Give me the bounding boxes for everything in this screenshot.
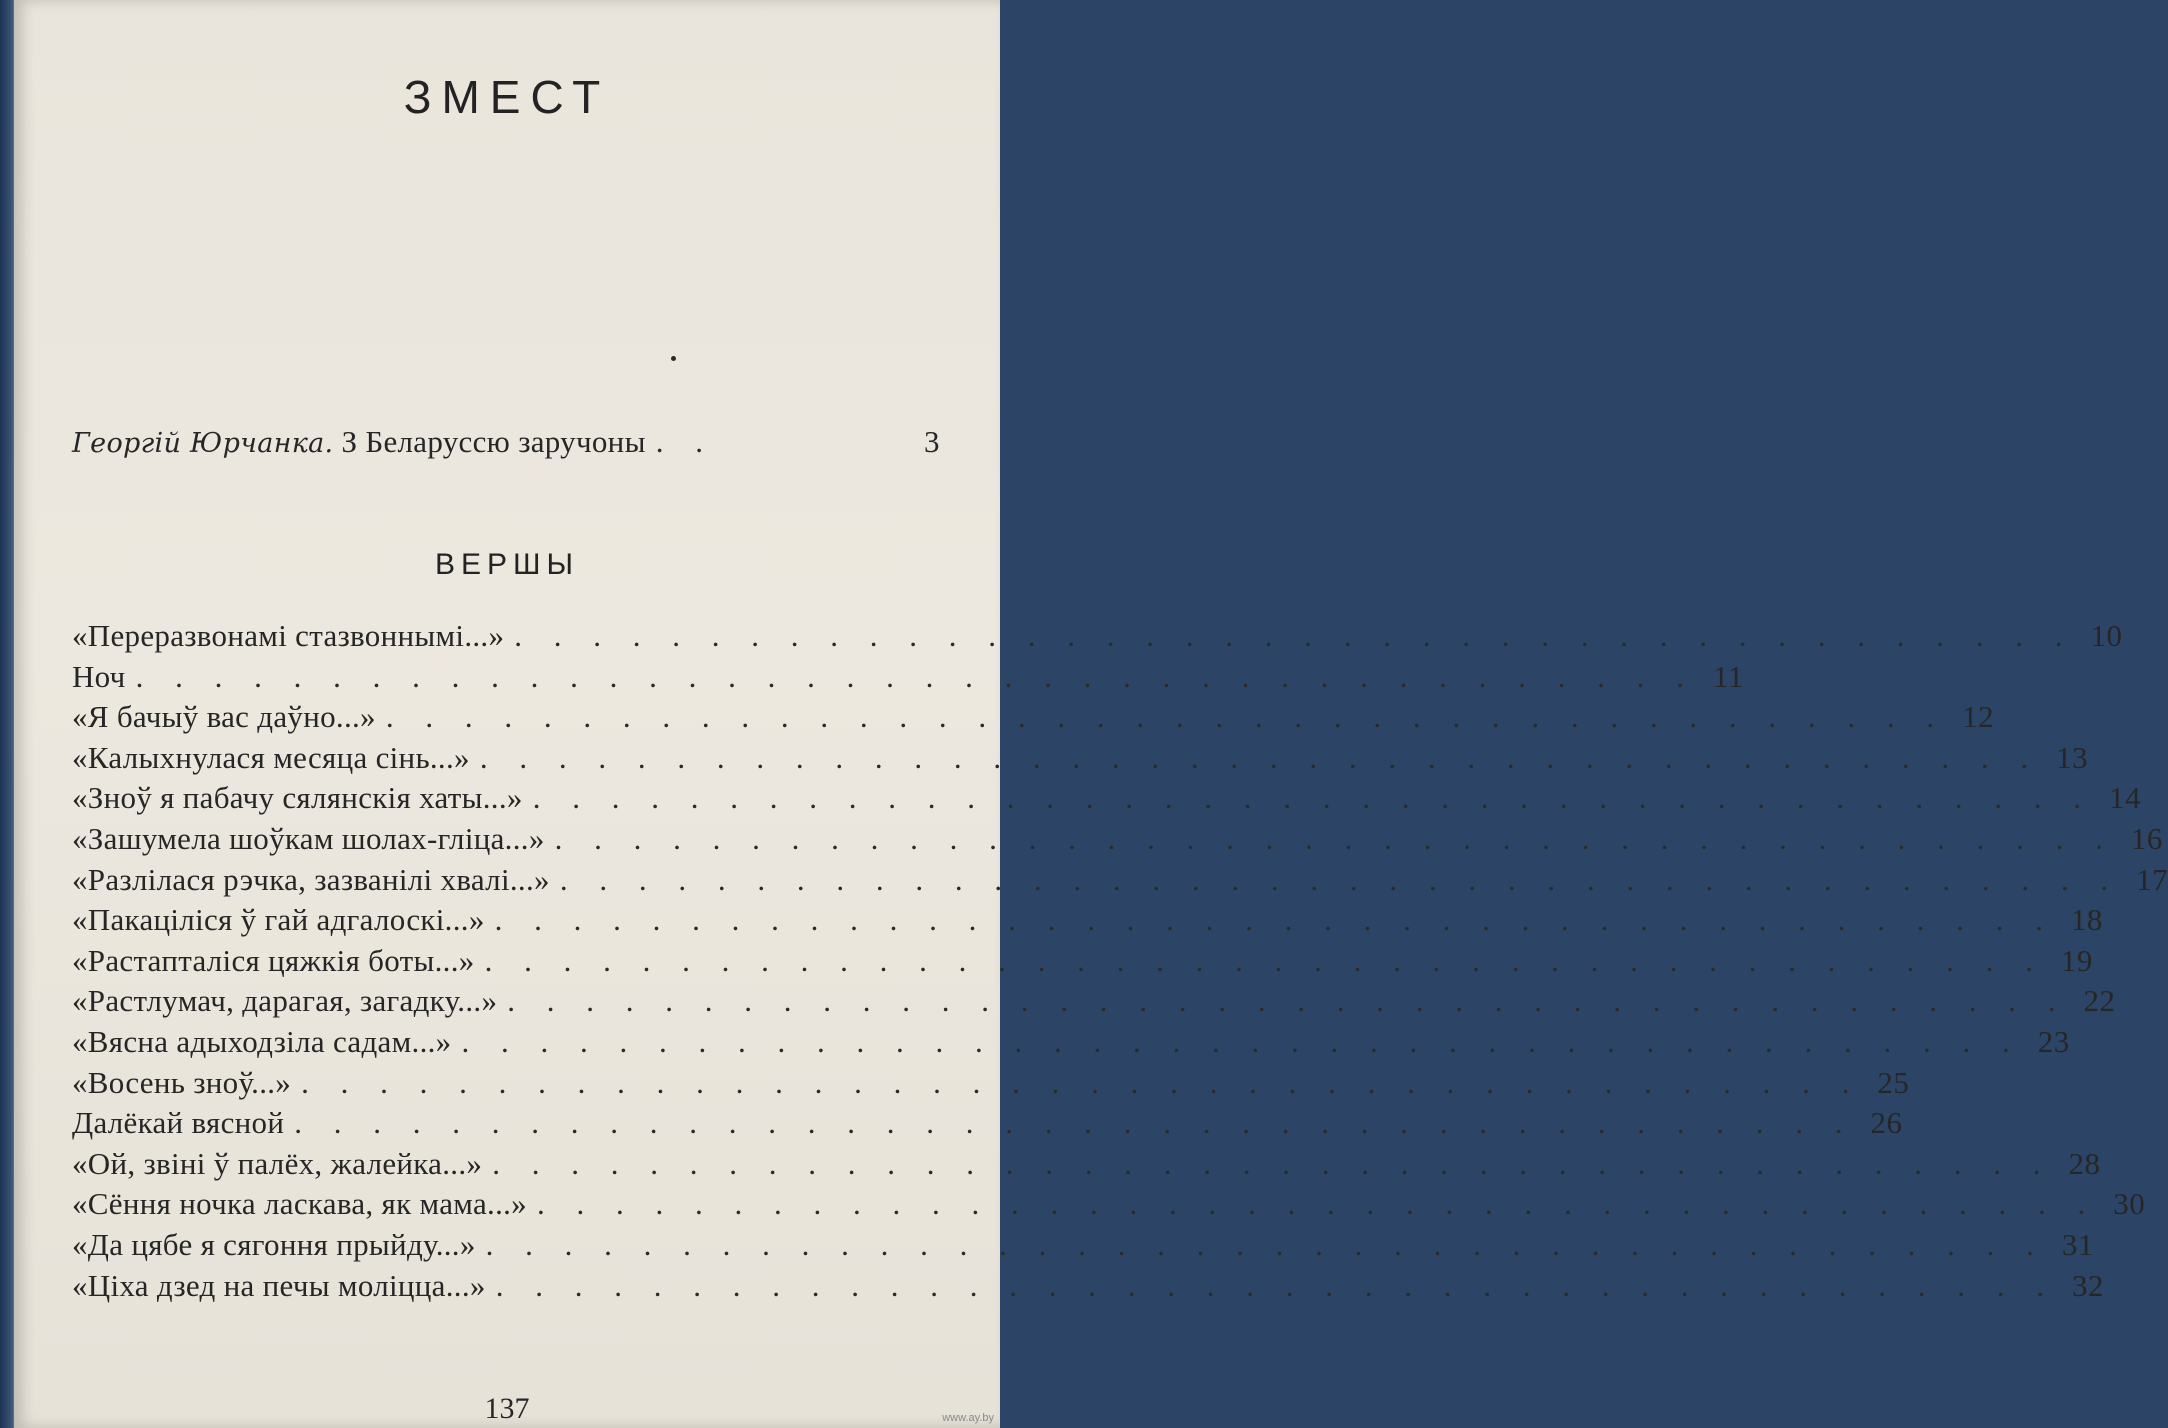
ink-dot [671, 356, 676, 361]
watermark: www.ay.by [942, 1412, 994, 1424]
preface-entry [72, 424, 940, 464]
section-title: ВЕРШЫ [434, 548, 580, 581]
page-number: 18 [2070, 902, 2103, 937]
entry-title: «Разлілася рэчка, зазванілі хвалі...» [72, 862, 550, 897]
entry-title: Далёкай вясной [72, 1105, 285, 1140]
page-number: 16 [2130, 821, 2163, 856]
contents-entry [72, 943, 2093, 983]
folio-page-number: 137 [484, 1392, 530, 1425]
entry-title: «Я бачыў вас даўно...» [72, 699, 376, 734]
preface-text [72, 424, 646, 460]
page-number: 3 [924, 424, 940, 459]
contents-entry [72, 821, 2163, 861]
entry-title: «Вясна адыходзіла садам...» [72, 1024, 452, 1059]
page-number: 26 [1870, 1105, 1903, 1140]
entry-title: «Зашумела шоўкам шолах-гліца...» [72, 821, 545, 856]
contents-entry [72, 1024, 2070, 1064]
entry-title: «Да цябе я сягоння прыйду...» [72, 1227, 476, 1262]
entry-title: «Калыхнулася месяца сінь...» [72, 740, 470, 775]
contents-entry [72, 618, 2123, 658]
dot-leader: . . . . . . . . . . . . . . . . . . . . . . . . . . . . . . . . . . . . . . . . [532, 780, 2093, 815]
dot-leader: . . . . . . . . . . . . . . . . . . . . . . . . . . . . . . . . . . . . . . . . [479, 740, 2041, 775]
dot-leader: . . . . . . . . . . . . . . . . . . . . . . . . . . . . . . . . . . . . . . . . [559, 862, 2121, 897]
dot-leader: . . . . . . . . . . . . . . . . . . . . . . . . . . . . . . . . . . . . . . . . [301, 1065, 1862, 1100]
dot-leader: . . . . . . . . . . . . . . . . . . . . . . . . . . . . . . . . . . . . . . . . [485, 1227, 2046, 1262]
contents-entry [72, 1268, 2104, 1308]
dot-leader: . . . . . . . . . . . . . . . . . . . . . . . . . . . . . . . . . . . . . . . . [385, 699, 1947, 734]
contents-title: ЗМЕСТ [403, 71, 611, 123]
dot-leader: . . . . . . . . . . . . . . . . . . . . . . . . . . . . . . . . . . . . . . . . [495, 1268, 2056, 1303]
contents-entry [72, 862, 2168, 902]
page-number: 11 [1712, 659, 1744, 694]
book-page [14, 0, 2168, 1428]
entry-title: Ноч [72, 659, 126, 694]
page-number: 31 [2061, 1227, 2094, 1262]
preface-title: З Беларуссю заручоны [341, 424, 646, 459]
dot-leader: . . . . . . . . . . . . . . . . . . . . . . . . . . . . . . . . . . . . . . . . [461, 1024, 2022, 1059]
entry-title: «Зноў я пабачу сялянскія хаты...» [72, 780, 523, 815]
page-number: 12 [1962, 699, 1995, 734]
entry-title: «Ой, звіні ў палёх, жалейка...» [72, 1146, 483, 1181]
entry-title: «Переразвонамі стазвоннымі...» [72, 618, 505, 653]
contents-entry [72, 1146, 2101, 1186]
dot-leader: . . . . . . . . . . . . . . . . . . . . . . . . . . . . . . . . . . . . . . . . [494, 902, 2055, 937]
contents-entry [72, 983, 2116, 1023]
page-number: 19 [2060, 943, 2093, 978]
contents-entry [72, 1186, 2146, 1226]
dot-leader: . . . . . . . . . . . . . . . . . . . . . . . . . . . . . . . . . . . . . . . . [492, 1146, 2053, 1181]
entry-title: «Пакаціліся ў гай адгалоскі...» [72, 902, 485, 937]
page-number: 13 [2056, 740, 2089, 775]
page-number: 22 [2083, 983, 2116, 1018]
contents-entry [72, 902, 2103, 942]
page-number: 32 [2071, 1268, 2104, 1303]
page-number: 23 [2037, 1024, 2070, 1059]
page-number: 28 [2068, 1146, 2101, 1181]
contents-entry [72, 1227, 2094, 1267]
entry-title: «Растлумач, дарагая, загадку...» [72, 983, 498, 1018]
entry-title: «Восень зноў...» [72, 1065, 292, 1100]
dot-leader: . . . . . . . . . . . . . . . . . . . . . . . . . . . . . . . . . . . . . . . . [294, 1105, 1855, 1140]
dot-leader: . . . . . . . . . . . . . . . . . . . . . . . . . . . . . . . . . . . . . . . . [514, 618, 2075, 653]
contents-entry [72, 780, 2141, 820]
entry-title: «Ціха дзед на печы моліцца...» [72, 1268, 486, 1303]
contents-entry [72, 740, 2089, 780]
page-number: 30 [2113, 1186, 2146, 1221]
dot-leader: . . . . . . . . . . . . . . . . . . . . . . . . . . . . . . . . . . . . . . . . [484, 943, 2045, 978]
contents-entry [72, 659, 1744, 699]
dot-leader: . . . . . . . . . . . . . . . . . . . . . . . . . . . . . . . . . . . . . . . . [554, 821, 2115, 856]
dot-leader: . . [655, 424, 715, 459]
page-number: 10 [2090, 618, 2123, 653]
entry-title: «Растапталіся цяжкія боты...» [72, 943, 475, 978]
dot-leader: . . . . . . . . . . . . . . . . . . . . . . . . . . . . . . . . . . . . . . . . [536, 1186, 2098, 1221]
preface-author: Георгій Юрчанка. [72, 428, 334, 459]
entry-title: «Сёння ночка ласкава, як мама...» [72, 1186, 527, 1221]
contents-entry [72, 699, 1995, 739]
dot-leader: . . . . . . . . . . . . . . . . . . . . . . . . . . . . . . . . . . . . . . . . [135, 659, 1696, 694]
contents-entry [72, 1065, 1910, 1105]
page-number: 14 [2108, 780, 2141, 815]
dot-leader: . . . . . . . . . . . . . . . . . . . . . . . . . . . . . . . . . . . . . . . . [507, 983, 2068, 1018]
contents-entry [72, 1105, 1903, 1145]
page-number: 17 [2136, 862, 2168, 897]
page-number: 25 [1877, 1065, 1910, 1100]
